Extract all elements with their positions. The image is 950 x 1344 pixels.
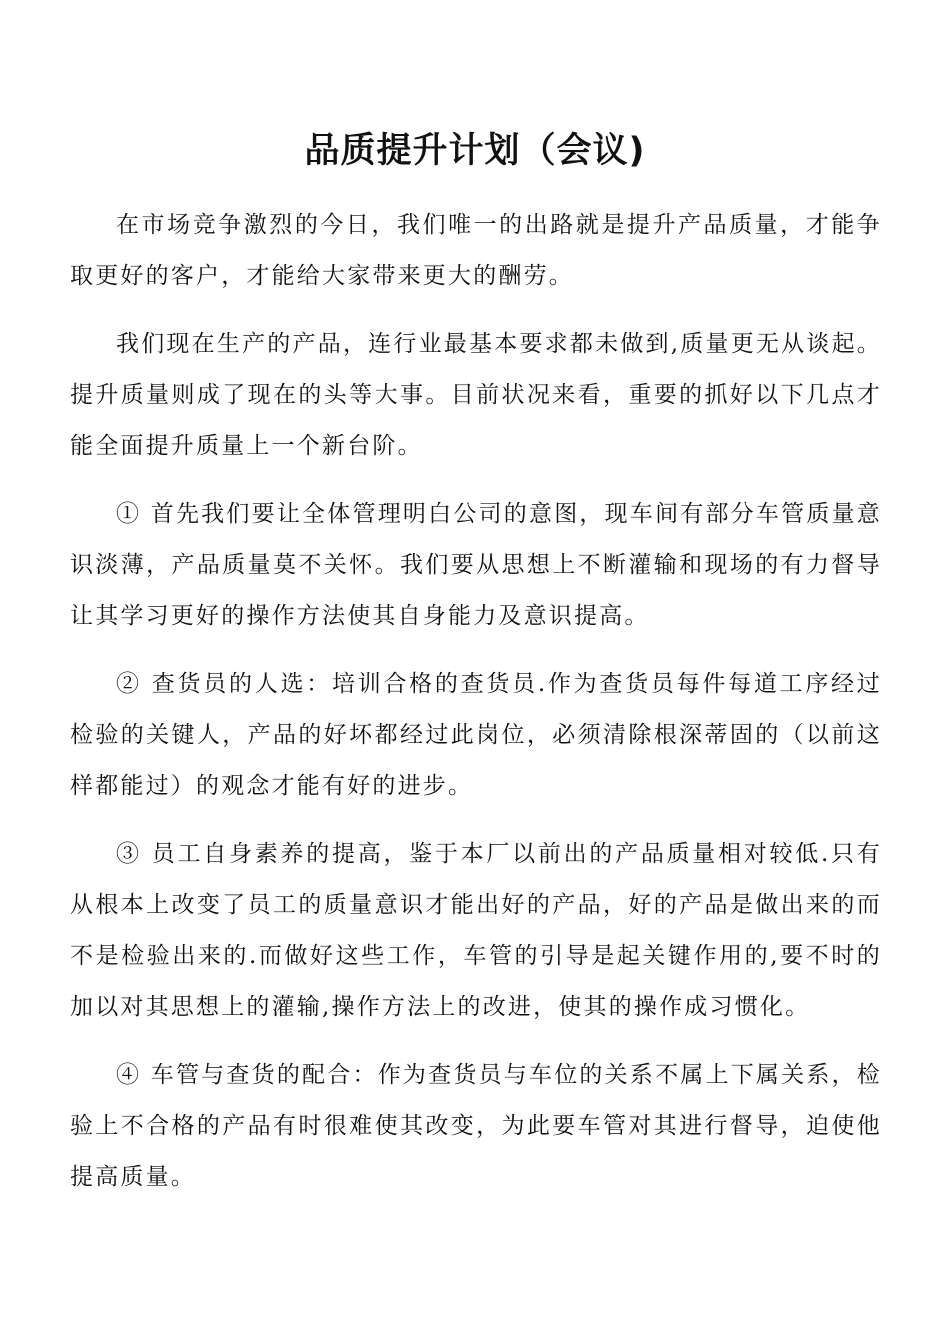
- paragraph-point-2: ② 查货员的人选：培训合格的查货员.作为查货员每件每道工序经过检验的关键人，产品的好坏都经过此岗位，必须清除根深蒂固的（以前这样都能过）的观念才能有好的进步。: [70, 671, 882, 799]
- paragraph-intro: 在市场竞争激烈的今日，我们唯一的出路就是提升产品质量，才能争取更好的客户，才能给大家带来更大的酬劳。: [70, 212, 882, 289]
- paragraph-current-status: 我们现在生产的产品，连行业最基本要求都未做到,质量更无从谈起。提升质量则成了现在的头等大事。目前状况来看，重要的抓好以下几点才能全面提升质量上一个新台阶。: [70, 331, 882, 459]
- document-body: [70, 200, 882, 1220]
- paragraph-point-4: ④ 车管与查货的配合：作为查货员与车位的关系不属上下属关系，检验上不合格的产品有时很难使其改变，为此要车管对其进行督导，迫使他提高质量。: [70, 1062, 882, 1190]
- paragraph-point-1: ① 首先我们要让全体管理明白公司的意图，现车间有部分车管质量意识淡薄，产品质量莫不关怀。我们要从思想上不断灌输和现场的有力督导让其学习更好的操作方法使其自身能力及意识提高。: [70, 501, 882, 629]
- document-title: 品质提升计划（会议): [304, 131, 646, 171]
- paragraph-point-3: ③ 员工自身素养的提高，鉴于本厂以前出的产品质量相对较低.只有从根本上改变了员工的质量意识才能出好的产品，好的产品是做出来的而不是检验出来的.而做好这些工作，车管的引导是起关键作用的,要不时的加以对其思想上的灌输,操作方法上的改进，使其的操作成习惯化。: [70, 841, 882, 1020]
